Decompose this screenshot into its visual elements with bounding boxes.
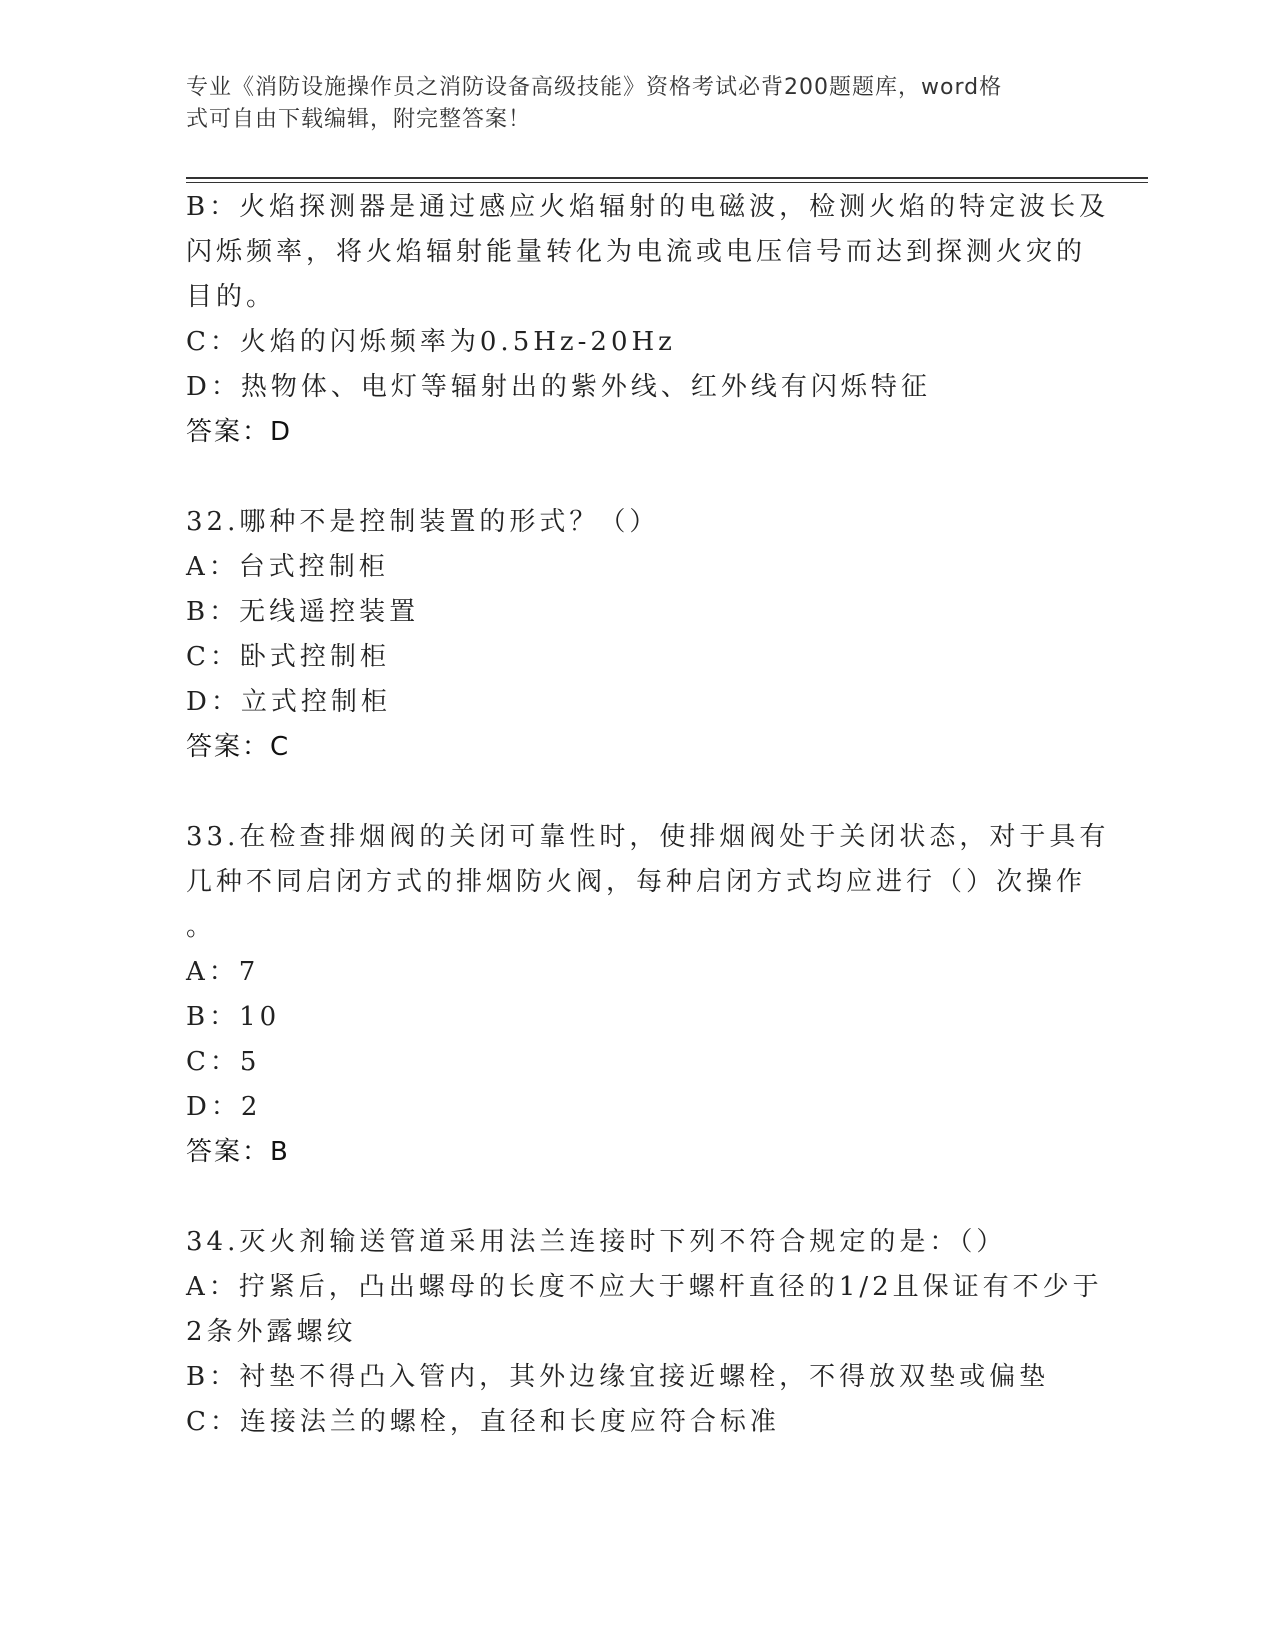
q33-question-line-1: 33.在检查排烟阀的关闭可靠性时，使排烟阀处于关闭状态，对于具有 [186, 822, 1110, 852]
q34-option-b: B：衬垫不得凸入管内，其外边缘宜接近螺栓，不得放双垫或偏垫 [186, 1362, 1050, 1392]
q33-answer: 答案：B [186, 1137, 290, 1167]
page-header [186, 72, 1066, 136]
q31-option-c: C：火焰的闪烁频率为0.5Hz-20Hz [186, 327, 676, 357]
q33-option-d: D：2 [186, 1092, 262, 1122]
q34-option-c: C：连接法兰的螺栓，直径和长度应符合标准 [186, 1407, 780, 1437]
q32-question: 32.哪种不是控制装置的形式？（） [186, 507, 660, 537]
q33-option-c: C：5 [186, 1047, 261, 1077]
q34-option-a-line-2: 2条外露螺纹 [186, 1317, 357, 1347]
q31-option-b-line-1: B：火焰探测器是通过感应火焰辐射的电磁波，检测火焰的特定波长及 [186, 192, 1110, 222]
q32-option-b: B：无线遥控装置 [186, 597, 420, 627]
header-line-1: 专业《消防设施操作员之消防设备高级技能》资格考试必背200题题库，word格 [186, 75, 1003, 100]
q31-option-b-line-3: 目的。 [186, 282, 277, 312]
q31-option-b-line-2: 闪烁频率，将火焰辐射能量转化为电流或电压信号而达到探测火灾的 [186, 237, 1087, 267]
q32-option-d: D：立式控制柜 [186, 687, 391, 717]
q32-answer: 答案：C [186, 732, 291, 762]
q32-option-c: C：卧式控制柜 [186, 642, 390, 672]
header-rule-thick [186, 177, 1148, 179]
q34-option-a-line-1: A：拧紧后，凸出螺母的长度不应大于螺杆直径的1/2且保证有不少于 [186, 1272, 1103, 1302]
q33-option-b: B：10 [186, 1002, 281, 1032]
q31-answer: 答案：D [186, 417, 293, 447]
q34-question: 34.灭火剂输送管道采用法兰连接时下列不符合规定的是：（） [186, 1227, 1007, 1257]
q31-option-d: D：热物体、电灯等辐射出的紫外线、红外线有闪烁特征 [186, 372, 931, 402]
q33-question-line-3: 。 [186, 912, 217, 942]
q32-option-a: A：台式控制柜 [186, 552, 389, 582]
q33-question-line-2: 几种不同启闭方式的排烟防火阀，每种启闭方式均应进行（）次操作 [186, 867, 1087, 897]
q33-option-a: A：7 [186, 957, 260, 987]
header-line-2: 式可自由下载编辑，附完整答案！ [186, 107, 532, 132]
header-rule-thin [186, 182, 1148, 183]
